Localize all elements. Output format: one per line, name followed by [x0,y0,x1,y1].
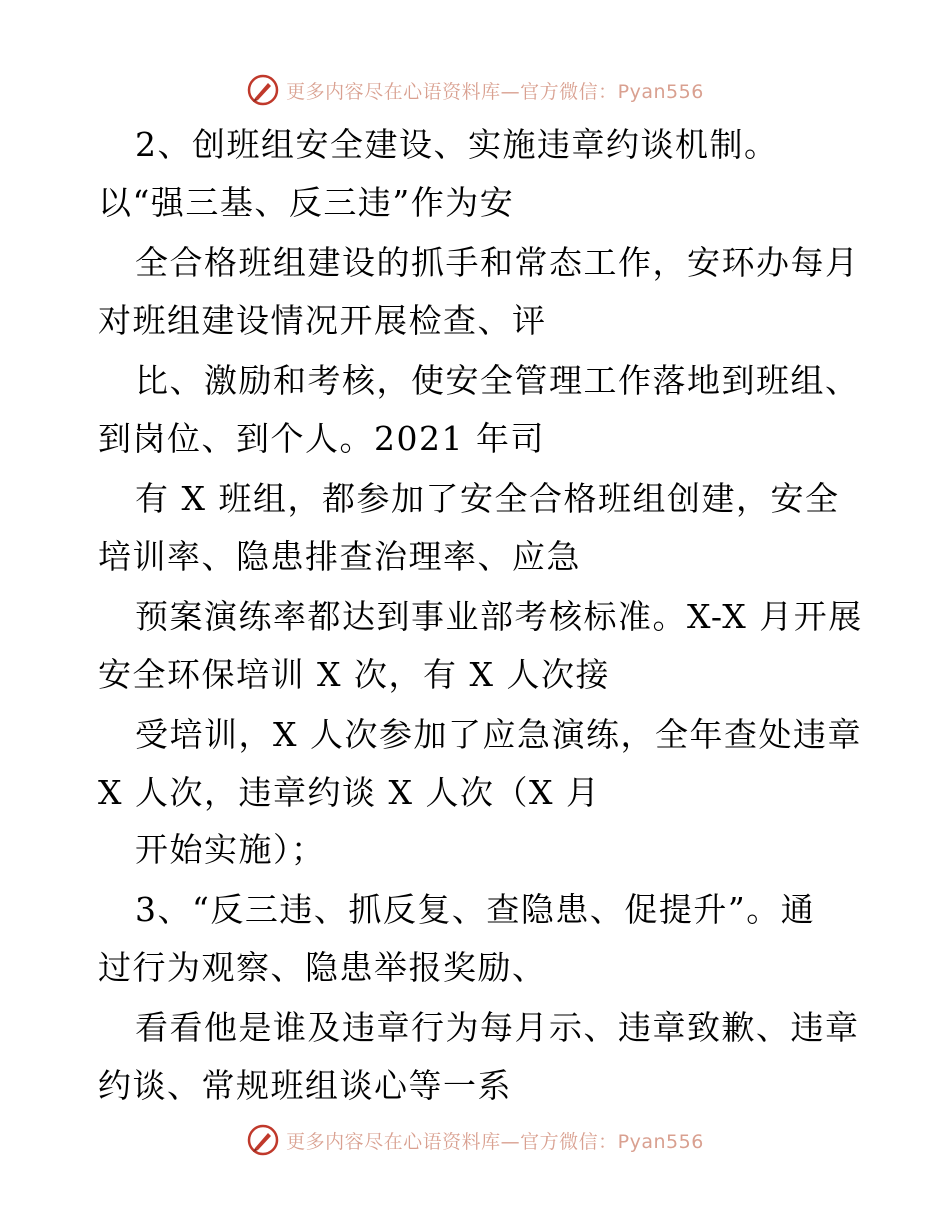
header-watermark [0,70,950,110]
body-line: 2、创班组安全建设、实施违章约谈机制。 [135,125,779,164]
body-line: 比、激励和考核，使安全管理工作落地到班组、 [135,361,860,400]
body-line: X 人次，违章约谈 X 人次（X 月 [98,773,601,812]
body-line: 开始实施）； [135,830,326,869]
pen-circle-logo-icon [246,73,280,107]
watermark-text: 更多内容尽在心语资料库—官方微信：Pyan556 [286,1130,704,1153]
pen-circle-logo-icon [246,1123,280,1157]
body-line: 培训率、隐患排查治理率、应急 [98,537,581,576]
body-line: 看看他是谁及违章行为每月示、违章致歉、违章 [135,1008,860,1047]
body-line: 3、“反三违、抓反复、查隐患、促提升”。通 [135,890,816,929]
body-line: 到岗位、到个人。2021 年司 [98,419,545,458]
body-line: 安全环保培训 X 次，有 X 人次接 [98,655,610,694]
body-line: 受培训，X 人次参加了应急演练，全年查处违章 [135,715,862,754]
body-line: 有 X 班组，都参加了安全合格班组创建，安全 [135,479,840,518]
body-line: 预案演练率都达到事业部考核标准。X-X 月开展 [135,597,863,636]
body-line: 全合格班组建设的抓手和常态工作，安环办每月 [135,243,860,282]
body-line: 对班组建设情况开展检查、评 [98,301,547,340]
footer-watermark [0,1120,950,1160]
watermark-text: 更多内容尽在心语资料库—官方微信：Pyan556 [286,80,704,103]
body-line: 约谈、常规班组谈心等一系 [98,1066,512,1105]
body-line: 以“强三基、反三违”作为安 [98,183,515,222]
body-line: 过行为观察、隐患举报奖励、 [98,948,547,987]
